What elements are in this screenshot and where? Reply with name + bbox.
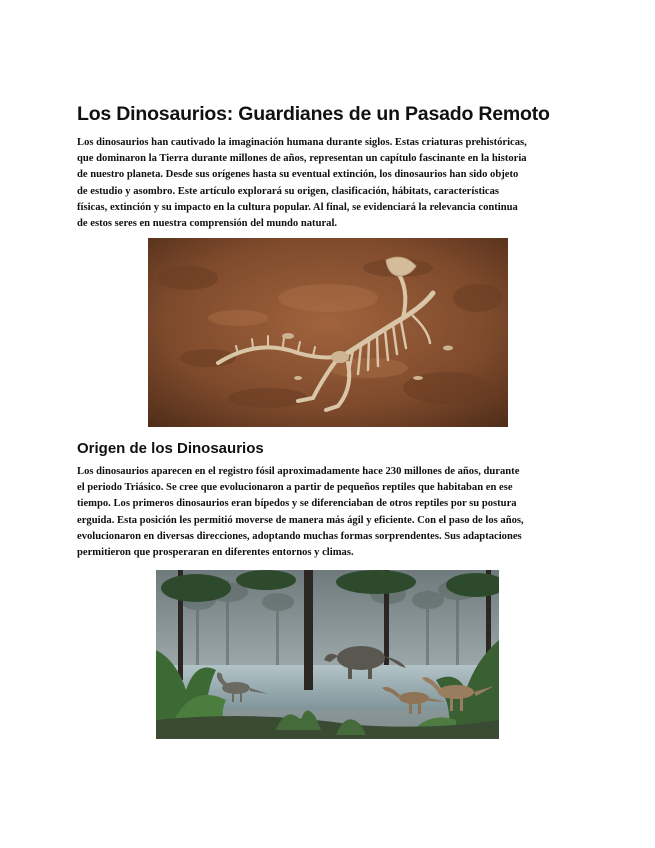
fossil-illustration bbox=[148, 238, 508, 427]
intro-line: de estudio y asombro. Este artículo explorará su origen, clasificación, hábitats, características bbox=[77, 185, 500, 197]
origin-line: el periodo Triásico. Se cree que evolucionaron a partir de pequeños reptiles que habitaban en ese bbox=[77, 482, 513, 494]
triassic-scene-image bbox=[156, 570, 499, 739]
section-heading-origin: Origen de los Dinosaurios bbox=[77, 440, 264, 457]
origin-line: permitieron que prosperaran en diferentes entornos y climas. bbox=[77, 547, 354, 559]
origin-line: tiempo. Los primeros dinosaurios eran bípedos y se diferenciaban de otros reptiles por su postura bbox=[77, 498, 517, 510]
intro-line: Los dinosaurios han cautivado la imaginación humana durante siglos. Estas criaturas prehistóricas, bbox=[77, 137, 527, 148]
origin-line: evolucionaron en diversas direcciones, adoptando muchas formas sorprendentes. Sus adaptaciones bbox=[77, 530, 522, 542]
origin-line: erguida. Esta posición les permitió moverse de manera más ágil y eficiente. Con el paso de los años, bbox=[77, 514, 524, 526]
origin-line: Los dinosaurios aparecen en el registro fósil aproximadamente hace 230 millones de años, durante bbox=[77, 466, 520, 477]
intro-line: de nuestro planeta. Desde sus orígenes hasta su eventual extinción, los dinosaurios han sido objeto bbox=[77, 169, 519, 181]
fossil-skeleton-image bbox=[148, 238, 508, 427]
intro-line: de estos seres en nuestra comprensión del mundo natural. bbox=[77, 218, 338, 230]
triassic-illustration bbox=[156, 570, 499, 739]
document-title: Los Dinosaurios: Guardianes de un Pasado Remoto bbox=[77, 103, 550, 125]
intro-line: que dominaron la Tierra durante millones de años, representan un capítulo fascinante en la historia bbox=[77, 153, 527, 165]
origin-paragraph bbox=[77, 464, 587, 561]
intro-line: físicas, extinción y su impacto en la cultura popular. Al final, se evidenciará la relevancia continua bbox=[77, 201, 518, 213]
intro-paragraph bbox=[77, 135, 587, 232]
